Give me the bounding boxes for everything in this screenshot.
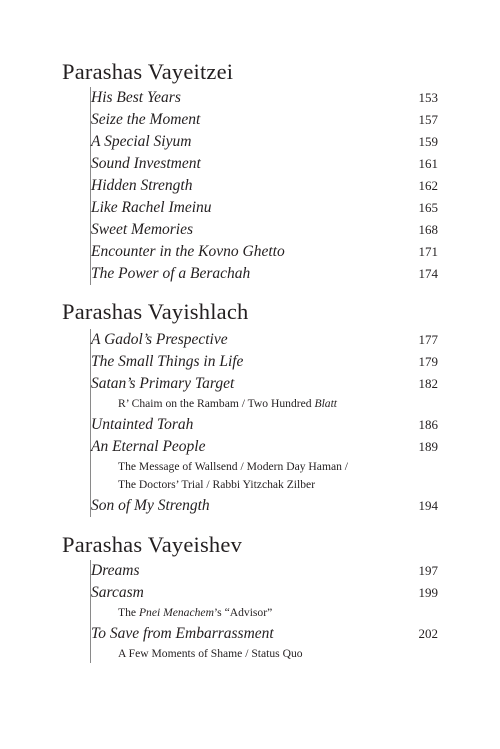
list-item[interactable] bbox=[91, 131, 438, 153]
page-number: 199 bbox=[418, 585, 438, 600]
list-item[interactable] bbox=[91, 436, 438, 495]
entry-list bbox=[90, 87, 438, 285]
entry-subtopics: The Doctors’ Trial / Rabbi Yitzchak Zilber bbox=[118, 478, 316, 491]
page-number: 161 bbox=[418, 156, 438, 171]
subtopic-text: ’s “Advisor” bbox=[213, 606, 273, 619]
section-title: Parashas Vayishlach bbox=[62, 299, 249, 324]
subtopic-text: The bbox=[118, 606, 139, 619]
entry-list bbox=[90, 329, 438, 517]
page-number: 174 bbox=[418, 266, 438, 281]
page-number: 157 bbox=[418, 112, 438, 127]
page-number: 168 bbox=[418, 222, 438, 237]
entry-title: Son of My Strength bbox=[91, 496, 210, 514]
entry-title: Seize the Moment bbox=[91, 111, 201, 128]
entry-title: Satan’s Primary Target bbox=[91, 375, 235, 392]
list-item[interactable] bbox=[91, 87, 438, 109]
list-item[interactable] bbox=[91, 197, 438, 219]
list-item[interactable] bbox=[91, 414, 438, 436]
list-item[interactable] bbox=[91, 582, 438, 623]
entry-subtopics: A Few Moments of Shame / Status Quo bbox=[118, 646, 303, 660]
subtopic-italic: Blatt bbox=[314, 397, 338, 410]
entry-subtopics bbox=[91, 395, 438, 414]
list-item[interactable] bbox=[91, 623, 438, 664]
list-item[interactable] bbox=[91, 560, 438, 582]
list-item[interactable] bbox=[91, 373, 438, 414]
list-item[interactable] bbox=[91, 241, 438, 263]
page-number: 159 bbox=[418, 134, 438, 149]
page-number: 179 bbox=[418, 354, 438, 369]
section-title: Parashas Vayeitzei bbox=[62, 59, 234, 84]
entry-title: Sound Investment bbox=[91, 155, 201, 172]
page-number: 186 bbox=[418, 416, 438, 432]
list-item[interactable] bbox=[91, 351, 438, 373]
page-number: 189 bbox=[418, 438, 438, 454]
entry-title: Encounter in the Kovno Ghetto bbox=[91, 243, 285, 260]
entry-subtopics bbox=[91, 604, 438, 623]
entry-title: Hidden Strength bbox=[91, 177, 193, 194]
entry-title: A Gadol’s Prespective bbox=[91, 331, 228, 348]
entry-title: Sarcasm bbox=[91, 584, 144, 601]
list-item[interactable] bbox=[91, 219, 438, 241]
page-number: 171 bbox=[418, 244, 438, 259]
page-number: 197 bbox=[418, 563, 438, 578]
subtopic-italic: Pnei Menachem bbox=[138, 606, 214, 619]
entry-title: The Power of a Berachah bbox=[91, 265, 251, 282]
entry-subtopics: The Message of Wallsend / Modern Day Haman / bbox=[118, 459, 349, 473]
entry-title: Dreams bbox=[91, 562, 140, 579]
list-item[interactable] bbox=[91, 329, 438, 351]
page-number: 194 bbox=[418, 497, 438, 513]
entry-title: An Eternal People bbox=[91, 437, 206, 455]
page-number: 165 bbox=[418, 200, 438, 215]
entry-list bbox=[90, 560, 438, 663]
page-number: 177 bbox=[418, 332, 438, 347]
list-item[interactable] bbox=[91, 109, 438, 131]
page-number: 202 bbox=[418, 625, 438, 641]
list-item[interactable] bbox=[91, 175, 438, 197]
entry-title: To Save from Embarrassment bbox=[91, 624, 274, 642]
entry-title: Like Rachel Imeinu bbox=[91, 199, 212, 216]
entry-title: A Special Siyum bbox=[91, 133, 192, 150]
entry-title: The Small Things in Life bbox=[91, 353, 244, 370]
entry-title: Sweet Memories bbox=[91, 221, 194, 238]
list-item[interactable] bbox=[91, 495, 438, 517]
page-number: 182 bbox=[418, 376, 438, 391]
list-item[interactable] bbox=[91, 263, 438, 285]
entry-title: His Best Years bbox=[91, 89, 181, 106]
entry-title: Untainted Torah bbox=[91, 415, 194, 433]
subtopic-text: R’ Chaim on the Rambam / Two Hundred bbox=[118, 397, 315, 410]
page-number: 162 bbox=[418, 178, 438, 193]
section-title: Parashas Vayeishev bbox=[62, 532, 243, 557]
page-number: 153 bbox=[418, 90, 438, 105]
list-item[interactable] bbox=[91, 153, 438, 175]
